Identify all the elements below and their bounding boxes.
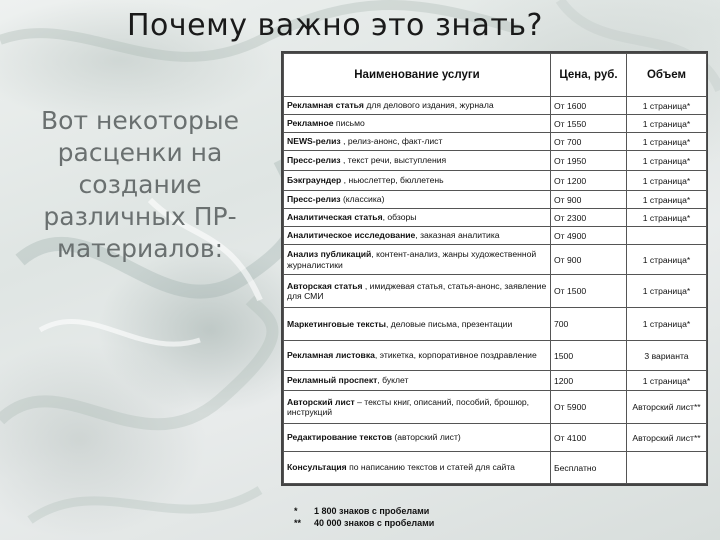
table-row xyxy=(284,151,707,171)
service-cell xyxy=(284,275,551,308)
service-cell xyxy=(284,371,551,391)
service-name: Консультация xyxy=(287,462,347,473)
price-cell: От 4900 xyxy=(551,227,627,245)
volume-cell: 1 страница* xyxy=(627,209,707,227)
service-cell xyxy=(284,308,551,341)
volume-cell: Авторский лист** xyxy=(627,391,707,424)
service-detail: (авторский лист) xyxy=(392,432,461,443)
volume-cell: 1 страница* xyxy=(627,133,707,151)
service-detail: , этикетка, корпоративное поздравление xyxy=(374,350,537,361)
price-cell: От 1600 xyxy=(551,97,627,115)
service-cell xyxy=(284,209,551,227)
volume-cell: 1 страница* xyxy=(627,151,707,171)
service-detail: , ньюслеттер, бюллетень xyxy=(341,175,444,186)
price-cell: 1500 xyxy=(551,341,627,371)
price-cell: От 700 xyxy=(551,133,627,151)
service-name: Рекламная листовка xyxy=(287,350,375,361)
service-cell xyxy=(284,115,551,133)
price-cell: От 900 xyxy=(551,245,627,275)
table-row xyxy=(284,209,707,227)
price-cell: От 1500 xyxy=(551,275,627,308)
service-name: Рекламный проспект xyxy=(287,375,378,386)
volume-cell: 1 страница* xyxy=(627,245,707,275)
service-name: Рекламное xyxy=(287,118,334,129)
service-detail: , контент-анализ, жанры художественной журналистики xyxy=(287,249,537,270)
table-row xyxy=(284,371,707,391)
service-name: Пресс-релиз xyxy=(287,194,341,205)
service-name: Пресс-релиз xyxy=(287,155,341,166)
service-name: Аналитическое исследование xyxy=(287,230,416,241)
service-detail: – тексты книг, описаний, пособий, брошюр, инструкций xyxy=(287,396,530,417)
price-cell: От 1200 xyxy=(551,171,627,191)
volume-cell: 1 страница* xyxy=(627,308,707,341)
service-name: Маркетинговые тексты xyxy=(287,318,386,329)
footnotes xyxy=(294,505,434,529)
table-header-row xyxy=(284,54,707,97)
table-row xyxy=(284,191,707,209)
service-detail: письмо xyxy=(333,118,365,129)
service-cell xyxy=(284,97,551,115)
service-detail: , имиджевая статья, статья-анонс, заявление для СМИ xyxy=(287,280,547,301)
price-cell: От 1550 xyxy=(551,115,627,133)
volume-cell: 1 страница* xyxy=(627,275,707,308)
footnote-2: ** 40 000 знаков с пробелами xyxy=(294,518,435,528)
service-cell xyxy=(284,151,551,171)
service-detail: , деловые письма, презентации xyxy=(385,318,513,329)
service-name: NEWS-релиз xyxy=(287,136,341,147)
volume-cell: Авторский лист** xyxy=(627,424,707,452)
table-row xyxy=(284,245,707,275)
table-row xyxy=(284,424,707,452)
service-cell xyxy=(284,452,551,484)
service-detail: , релиз-анонс, факт-лист xyxy=(340,136,443,147)
service-name: Авторский лист xyxy=(287,396,355,407)
service-detail: , буклет xyxy=(377,375,409,386)
service-cell xyxy=(284,341,551,371)
service-cell xyxy=(284,424,551,452)
header-volume: Объем xyxy=(627,54,707,97)
service-detail: , заказная аналитика xyxy=(415,230,500,241)
price-cell: От 900 xyxy=(551,191,627,209)
service-cell xyxy=(284,245,551,275)
header-price: Цена, руб. xyxy=(551,54,627,97)
table-row xyxy=(284,308,707,341)
service-detail: по написанию текстов и статей для сайта xyxy=(346,462,515,473)
price-cell: Бесплатно xyxy=(551,452,627,484)
volume-cell: 1 страница* xyxy=(627,115,707,133)
service-detail: для делового издания, журнала xyxy=(363,100,494,111)
volume-cell xyxy=(627,452,707,484)
service-name: Авторская статья xyxy=(287,280,363,291)
service-name: Рекламная статья xyxy=(287,100,364,111)
table-row xyxy=(284,133,707,151)
volume-cell: 1 страница* xyxy=(627,171,707,191)
service-cell xyxy=(284,191,551,209)
intro-text: Вот некоторые расценки на создание различных ПР- материалов: xyxy=(41,106,239,263)
price-cell: От 2300 xyxy=(551,209,627,227)
header-service: Наименование услуги xyxy=(284,54,551,97)
service-cell xyxy=(284,391,551,424)
footnote-1: * 1 800 знаков с пробелами xyxy=(294,506,430,516)
slide-title: Почему важно это знать? xyxy=(127,8,543,43)
table-row xyxy=(284,115,707,133)
service-name: Бэкграундер xyxy=(287,175,342,186)
service-name: Аналитическая статья xyxy=(287,212,383,223)
table-row xyxy=(284,227,707,245)
volume-cell: 1 страница* xyxy=(627,371,707,391)
price-table xyxy=(281,51,708,486)
service-detail: (классика) xyxy=(340,194,385,205)
service-name: Анализ публикаций xyxy=(287,249,372,259)
service-detail: , текст речи, выступления xyxy=(340,155,447,166)
table-row xyxy=(284,275,707,308)
service-cell xyxy=(284,133,551,151)
table-row xyxy=(284,171,707,191)
service-detail: , обзоры xyxy=(382,212,417,223)
service-cell xyxy=(284,227,551,245)
price-cell: От 5900 xyxy=(551,391,627,424)
price-cell: 1200 xyxy=(551,371,627,391)
service-name: Редактирование текстов xyxy=(287,432,392,443)
volume-cell: 1 страница* xyxy=(627,191,707,209)
table-row xyxy=(284,391,707,424)
volume-cell: 1 страница* xyxy=(627,97,707,115)
price-cell: От 4100 xyxy=(551,424,627,452)
volume-cell xyxy=(627,227,707,245)
table-row xyxy=(284,452,707,484)
price-cell: 700 xyxy=(551,308,627,341)
service-cell xyxy=(284,171,551,191)
price-cell: От 1950 xyxy=(551,151,627,171)
table-row xyxy=(284,341,707,371)
table-row xyxy=(284,97,707,115)
volume-cell: 3 варианта xyxy=(627,341,707,371)
